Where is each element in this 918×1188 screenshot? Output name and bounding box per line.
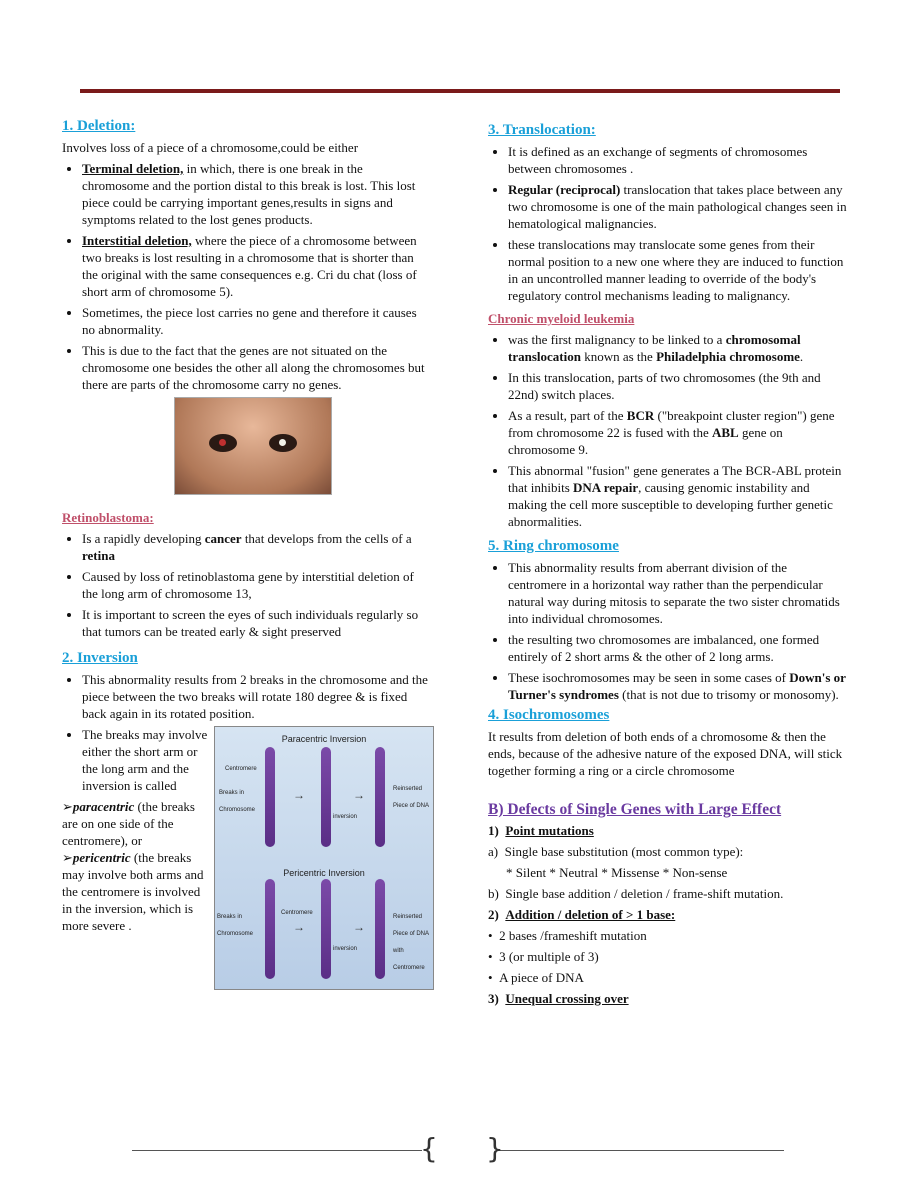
unequal-label: Unequal crossing over: [505, 991, 629, 1006]
terminal-deletion-item: [82, 160, 432, 228]
translocation-list: [488, 143, 848, 304]
defect-a: [488, 843, 848, 860]
arrow-3: →: [293, 920, 305, 934]
reciprocal-term: Regular (reciprocal): [508, 182, 621, 197]
chromosome-5: [321, 879, 331, 979]
cml-heading: Chronic myeloid leukemia: [488, 311, 635, 326]
paracentric-item: ➢paracentric (the breaks are on one side of the centromere), or: [62, 799, 195, 848]
cml-bold: ABL: [712, 425, 739, 440]
ring-heading: 5. Ring chromosome: [488, 538, 619, 554]
top-rule: [80, 89, 840, 93]
ring-list: [488, 559, 848, 703]
retinoblastoma-item-1: [82, 530, 432, 564]
addition-label: Addition / deletion of > 1 base:: [505, 907, 676, 922]
iso-heading: 4. Isochromosomes: [488, 707, 610, 723]
defect-num: b): [488, 886, 499, 901]
reciprocal-text: translocation that takes place between any two chromosome is one of the main pathological changes seen in hematological malignancies.: [508, 182, 847, 231]
paracentric-text: (the breaks are on one side of the centromere), or: [62, 799, 195, 848]
centromere-label: Centromere: [225, 766, 257, 772]
footer-rule-right: [496, 1150, 784, 1151]
inversion-label: inversion: [333, 814, 358, 820]
breaks-label-2: Breaks in Chromosome: [217, 914, 254, 937]
terminal-deletion-text: in which, there is one break in the chromosome and the portion distal to this break is lost. This lost piece could be carrying important genes,results in signs and symptoms related to the lost genes products.: [82, 161, 416, 227]
inversion-list: [62, 671, 432, 722]
deletion-note-1: • Sometimes, the piece lost carries no gene and therefore it causes no abnormality.: [82, 304, 432, 338]
defect-num: 1): [488, 823, 499, 838]
cml-text: ("breakpoint cluster region") gene from chromosome 22 is fused with the: [508, 408, 835, 440]
chromosome-1: [265, 747, 275, 847]
cml-text: As a result, part of the: [508, 408, 627, 423]
defect-text: A piece of DNA: [499, 970, 584, 985]
defect-unequal: [488, 990, 848, 1007]
deletion-note-2: • This is due to the fact that the genes are not situated on the chromosome one besides the other all along the chromosomes but there are parts of the chromosome carry no genes.: [82, 342, 432, 393]
translocation-heading: 3. Translocation:: [488, 122, 596, 138]
deletion-list: [62, 160, 432, 393]
defects-list: [488, 822, 848, 1007]
defect-text: 2 bases /frameshift mutation: [499, 928, 647, 943]
retinoblastoma-list: [62, 530, 432, 640]
rb-text: Is a rapidly developing: [82, 531, 205, 546]
defect-a-types: * Silent * Neutral * Missense * Non-sense: [506, 865, 728, 880]
defect-b: [488, 885, 848, 902]
footer-rule-left: [132, 1150, 422, 1151]
cml-bold: DNA repair: [573, 480, 639, 495]
translocation-item-3: • these translocations may translocate some genes from their normal position to a new one where they are induced to function in an uncontrolled manner leading to override of the body's regulatory control mechanisms leading to malignancy.: [508, 236, 848, 304]
ring-text: These isochromosomes may be seen in some cases of: [508, 670, 790, 685]
defect-i3: • A piece of DNA: [488, 970, 584, 985]
retinoblastoma-item-3: • It is important to screen the eyes of such individuals regularly so that tumors can be treated early & sight preserved: [82, 606, 432, 640]
translocation-item-2: [508, 181, 848, 232]
arrow-4: →: [353, 920, 365, 934]
pericentric-text: (the breaks may involve both arms and the centromere is involved in the inversion, which is more severe .: [62, 850, 204, 933]
left-column: [62, 118, 432, 996]
eye-right: [269, 434, 297, 452]
cml-item-1: [508, 331, 848, 365]
inversion-heading: 2. Inversion: [62, 650, 138, 666]
iso-text: It results from deletion of both ends of a chromosome & then the ends, because of the adhesive nature of the exposed DNA, will stick together forming a ring or a circle chromosome: [488, 729, 843, 778]
centromere-label-2: Centromere: [281, 910, 313, 916]
defect-i2: • 3 (or multiple of 3): [488, 949, 599, 964]
eye-left: [209, 434, 237, 452]
retinoblastoma-photo: [174, 397, 332, 495]
retinoblastoma-item-2: • Caused by loss of retinoblastoma gene by interstitial deletion of the long arm of chromosome 13,: [82, 568, 432, 602]
ring-item-3: [508, 669, 848, 703]
inversion-label-2: inversion: [333, 946, 358, 952]
defect-point: [488, 822, 848, 839]
inversion-item-2: • The breaks may involve either the short arm or the long arm and the inversion is called: [82, 726, 212, 794]
cml-text: .: [799, 349, 804, 364]
arrow-1: →: [293, 788, 305, 802]
cml-text: , causing genomic instability and making the cell more susceptible to developing further genetic abnormalities.: [508, 480, 833, 529]
reinserted-label-2: Reinserted Piece of DNA with Centromere: [393, 914, 429, 971]
inversion-block: [62, 726, 432, 996]
paracentric-term: paracentric: [72, 799, 135, 814]
ring-text: (that is not due to trisomy or monosomy).: [618, 687, 839, 702]
paracentric-figure-title: Paracentric Inversion: [281, 734, 367, 744]
inversion-figure: [214, 726, 434, 990]
ring-item-2: • the resulting two chromosomes are imbalanced, one formed entirely of 2 short arms & the other of 2 long arms.: [508, 631, 848, 665]
cml-text: This abnormal "fusion" gene generates a The BCR-ABL protein that inhibits: [508, 463, 842, 495]
cml-bold: Philadelphia chromosome: [656, 349, 800, 364]
deletion-heading: 1. Deletion:: [62, 118, 136, 134]
right-column: [488, 122, 848, 1011]
inversion-item-1: • This abnormality results from 2 breaks in the chromosome and the piece between the two breaks will rotate 180 degree & is fixed back again in its rotated position.: [82, 671, 432, 722]
interstitial-deletion-text: where the piece of a chromosome between two breaks is lost resulting in a chromosome that is shorter than the original with the same consequences e.g. Cri du chat (loss of short arm of chromosome 5).: [82, 233, 417, 299]
footer-brace-open: {: [420, 1132, 438, 1165]
point-mutations-label: Point mutations: [505, 823, 594, 838]
cml-bold: chromosomal translocation: [508, 332, 801, 364]
chromosome-3: [375, 747, 385, 847]
cml-text: gene on chromosome 9.: [508, 425, 783, 457]
rb-text: that develops from the cells of a: [241, 531, 412, 546]
defect-text: 3 (or multiple of 3): [499, 949, 599, 964]
deletion-intro: Involves loss of a piece of a chromosome,could be either: [62, 140, 359, 155]
defect-i1: • 2 bases /frameshift mutation: [488, 928, 647, 943]
breaks-label: Breaks in Chromosome: [219, 790, 256, 813]
chromosome-6: [375, 879, 385, 979]
cml-list: [488, 331, 848, 530]
defect-addition: [488, 906, 848, 923]
chromosome-2: [321, 747, 331, 847]
cml-text: known as the: [580, 349, 657, 364]
retinoblastoma-heading: Retinoblastoma:: [62, 510, 154, 525]
ring-item-1: • This abnormality results from aberrant division of the centromere in a horizontal way rather than the perpendicular natural way during mitosis to separate the two sister chromatids into individual chromosomes.: [508, 559, 848, 627]
ring-bold: Down's or Turner's syndromes: [508, 670, 846, 702]
defect-num: 3): [488, 991, 499, 1006]
footer-brace-close: }: [486, 1132, 504, 1165]
substitution-text: Single base substitution (most common type):: [504, 844, 744, 859]
inversion-types-text: [62, 726, 212, 934]
cml-item-2: • In this translocation, parts of two chromosomes (the 9th and 22nd) switch places.: [508, 369, 848, 403]
cml-bold: BCR: [626, 408, 655, 423]
pericentric-figure-title: Pericentric Inversion: [283, 868, 365, 878]
addition-text: Single base addition / deletion / frame-shift mutation.: [505, 886, 784, 901]
defect-num: a): [488, 844, 499, 859]
defects-heading: B) Defects of Single Genes with Large Effect: [488, 801, 782, 818]
cml-item-3: [508, 407, 848, 458]
chromosome-4: [265, 879, 275, 979]
pericentric-term: pericentric: [72, 850, 131, 865]
interstitial-deletion-term: Interstitial deletion,: [82, 233, 192, 248]
defect-num: 2): [488, 907, 499, 922]
rb-cancer: cancer: [204, 531, 242, 546]
reinserted-label-1: Reinserted Piece of DNA: [393, 786, 430, 809]
pericentric-item: ➢pericentric (the breaks may involve both arms and the centromere is involved in the inversion, which is more severe .: [62, 850, 204, 933]
cml-item-4: [508, 462, 848, 530]
interstitial-deletion-item: [82, 232, 432, 300]
terminal-deletion-term: Terminal deletion,: [82, 161, 184, 176]
rb-retina: retina: [82, 548, 115, 563]
translocation-item-1: • It is defined as an exchange of segments of chromosomes between chromosomes .: [508, 143, 848, 177]
arrow-2: →: [353, 788, 365, 802]
cml-text: was the first malignancy to be linked to a: [508, 332, 726, 347]
